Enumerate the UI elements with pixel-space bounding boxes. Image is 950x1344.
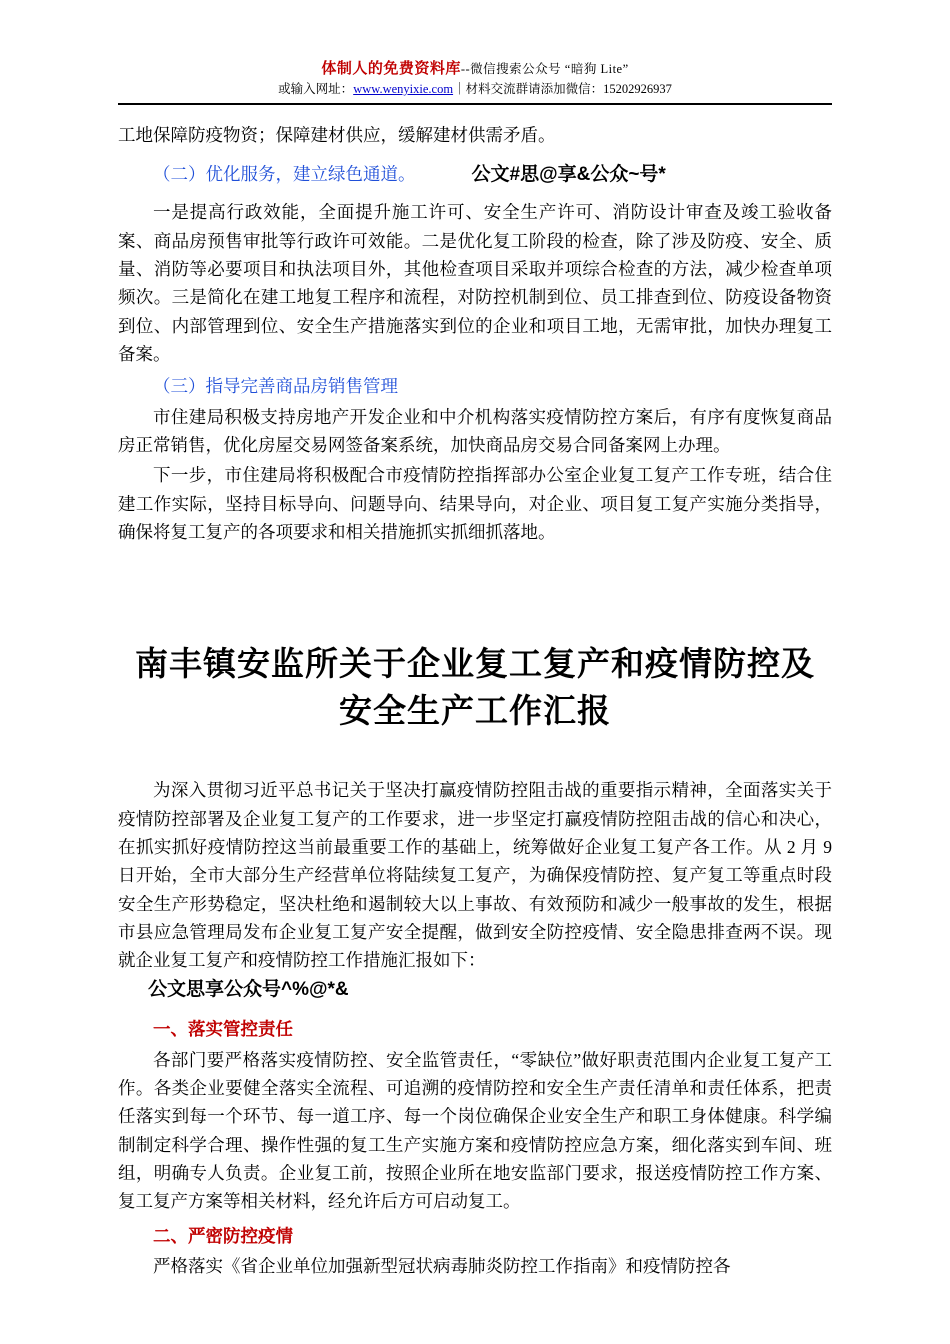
paragraph-4: 下一步，市住建局将积极配合市疫情防控指挥部办公室企业复工复产工作专班，结合住建工作实际，坚持目标导向、问题导向、结果导向，对企业、项目复工复产实施分类指导，确保将复工复产的各项要求和相关措施抓实抓细抓落地。 [118,465,832,543]
document-title: 南丰镇安监所关于企业复工复产和疫情防控及安全生产工作汇报 [135,647,815,731]
banner-title-sub: --微信搜索公众号 “暗狗 Lite” [460,62,629,76]
section-heading-2 [118,160,832,191]
promo-banner [118,0,832,105]
paragraph-2: 一是提高行政效能，全面提升施工许可、安全生产许可、消防设计审查及竣工验收备案、商品房预售审批等行政许可效能。二是优化复工阶段的检查，除了涉及防疫、安全、质量、消防等必要项目和执法项目外，其他检查项目采取并项综合检查的方法，减少检查单项频次。三是简化在建工地复工程序和流程，对防控机制到位、员工排查到位、防疫设备物资到位、内部管理到位、安全生产措施落实到位的企业和项目工地，无需审批，加快办理复工备案。 [118,202,832,365]
banner-title-line [118,60,832,79]
paragraph-s1: 各部门要严格落实疫情防控、安全监管责任，“零缺位”做好职责范围内企业复工复产工作。各类企业要健全落实全流程、可追溯的疫情防控和安全生产责任清单和责任体系，把责任落实到每一个环节、每一道工序、每一个岗位确保企业安全生产和职工身体健康。科学编制制定科学合理、操作性强的复工生产实施方案和疫情防控应急方案，细化落实到车间、班组，明确专人负责。企业复工前，按照企业所在地安监部门要求，报送疫情防控工作方案、复工复产方案等相关材料，经允许后方可启动复工。 [118,1049,832,1212]
watermark-line-2 [118,975,832,1006]
title-spacer [118,736,832,776]
paragraph-5: 为深入贯彻习近平总书记关于坚决打赢疫情防控阻击战的重要指示精神，全面落实关于疫情防控部署及企业复工复产的工作要求，进一步坚定打赢疫情防控阻击战的信心和决心，在抓实抓好疫情防控这当前最重要工作的基础上，统筹做好企业复工复产各工作。从 2 月 9 日开始，全市大部分生产经营单位将陆续复工复产，为确保疫情防控、复产复工等重点时段安全生产形势稳定，坚决杜绝和遏制较大以上事故、有效预防和减少一般事故的发生，根据市县应急管理局发布企业复工复产安全提醒，做到安全防控疫情、安全隐患排查两不误。现就企业复工复产和疫情防控工作措施汇报如下： [118,780,832,971]
banner-subtitle-line [118,81,832,99]
paragraph-s2: 严格落实《省企业单位加强新型冠状病毒肺炎防控工作指南》和疫情防控各 [153,1256,731,1277]
banner-url-prefix: 或输入网址： [278,81,354,96]
watermark-text-1: 公文#思@享&公众~号* [471,163,666,185]
banner-wechat-text: ｜材料交流群请添加微信：15202926937 [453,81,672,96]
subsection-heading-2: 二、严密防控疫情 [153,1225,293,1246]
paragraph-3: 市住建局积极支持房地产开发企业和中介机构落实疫情防控方案后，有序有度恢复商品房正常销售，优化房屋交易网签备案系统，加快商品房交易合同备案网上办理。 [118,406,832,456]
subsection-heading-1: 一、落实管控责任 [153,1019,293,1040]
watermark-text-2: 公文思享公众号^%@*& [148,978,349,1000]
section-spacer [118,546,832,642]
banner-divider [118,103,832,105]
banner-title-red: 体制人的免费资料库 [321,61,461,77]
banner-website-link[interactable]: www.wenyixie.com [353,81,454,96]
section-heading-2-text: （二）优化服务，建立绿色通道。 [153,163,416,184]
paragraph-top: 工地保障防疫物资；保障建材供应，缓解建材供需矛盾。 [118,125,556,146]
section-heading-3: （三）指导完善商品房销售管理 [153,376,398,397]
